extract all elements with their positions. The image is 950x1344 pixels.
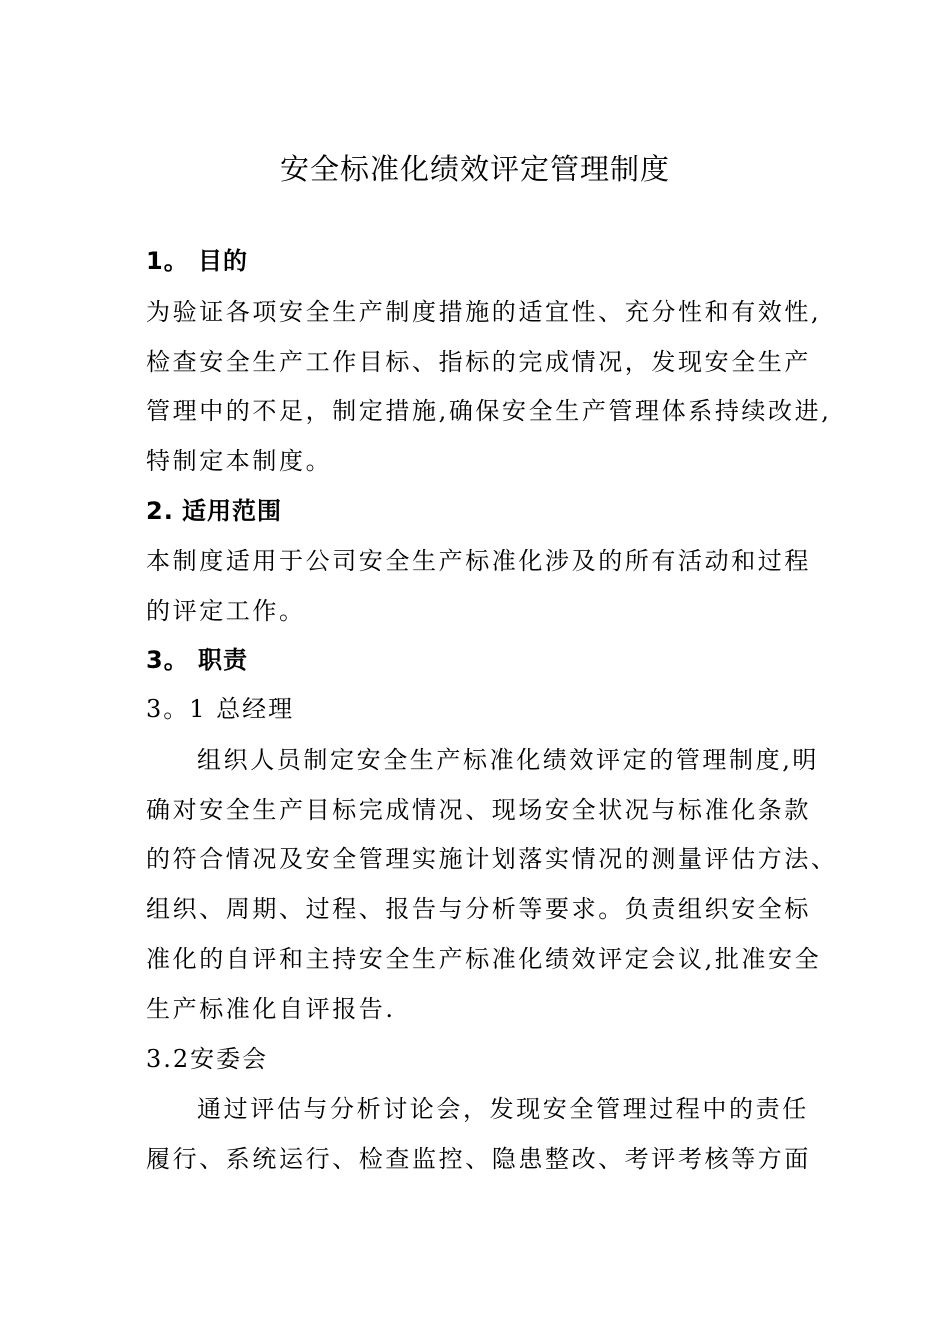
section-heading-responsibilities (146, 643, 248, 677)
section-number: 2. (146, 497, 174, 525)
section-number: 1。 (146, 247, 189, 275)
paragraph-line: 为验证各项安全生产制度措施的适宜性、充分性和有效性, (146, 298, 822, 326)
section-heading-scope (146, 494, 282, 528)
paragraph-line: 确对安全生产目标完成情况、现场安全状况与标准化条款 (146, 795, 811, 824)
paragraph-line: 组织、周期、过程、报告与分析等要求。负责组织安全标 (146, 895, 811, 924)
paragraph-line: 特制定本制度。 (146, 447, 333, 476)
paragraph-line: 通过评估与分析讨论会，发现安全管理过程中的责任 (197, 1095, 809, 1123)
paragraph-line: 管理中的不足，制定措施,确保安全生产管理体系持续改进, (146, 397, 832, 426)
paragraph-line: 履行、系统运行、检查监控、隐患整改、考评考核等方面 (146, 1144, 811, 1173)
section-number: 3。 (146, 646, 189, 674)
section-heading-purpose (146, 244, 248, 278)
paragraph-line: 的评定工作。 (146, 596, 306, 625)
section-heading-text: 目的 (198, 247, 248, 275)
section-heading-text: 职责 (198, 646, 248, 674)
paragraph-line: 生产标准化自评报告. (146, 994, 396, 1023)
paragraph-line: 检查安全生产工作目标、指标的完成情况，发现安全生产 (146, 347, 811, 376)
paragraph-line: 组织人员制定安全生产标准化绩效评定的管理制度,明 (197, 746, 820, 774)
subsection-title-safety-committee: 3.2安委会 (146, 1045, 269, 1073)
paragraph-line: 本制度适用于公司安全生产标准化涉及的所有活动和过程 (146, 547, 811, 575)
document-title: 安全标准化绩效评定管理制度 (279, 152, 670, 186)
paragraph-line: 准化的自评和主持安全生产标准化绩效评定会议,批准安全 (146, 944, 822, 973)
section-heading-text: 适用范围 (182, 497, 282, 525)
paragraph-line: 的符合情况及安全管理实施计划落实情况的测量评估方法、 (146, 845, 838, 874)
section-paragraph-purpose (146, 288, 832, 487)
subsection-paragraph-general-manager (146, 736, 838, 1034)
subsection-paragraph-safety-committee (146, 1085, 826, 1184)
section-paragraph-scope (146, 537, 826, 636)
subsection-title-general-manager: 3。1 总经理 (146, 695, 295, 723)
